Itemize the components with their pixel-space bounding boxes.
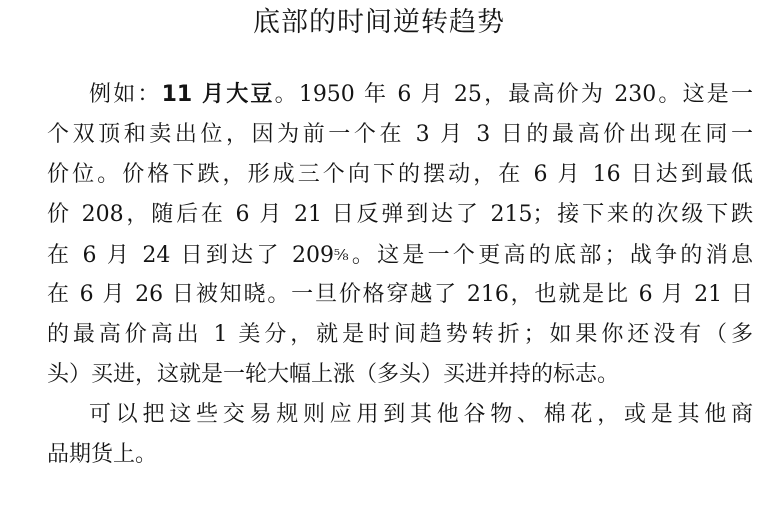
paragraph-line (47, 240, 753, 280)
body-text (47, 80, 753, 480)
paragraph-line: 价 208，随后在 6 月 21 日反弹到达了 215；接下来的次级下跌 (47, 202, 753, 227)
paragraph-soybean-example (47, 80, 753, 400)
paragraph-application (47, 400, 753, 480)
paragraph-line: 品期货上。 (47, 442, 158, 467)
paragraph-line: 个双顶和卖出位，因为前一个在 3 月 3 日的最高价出现在同一 (47, 122, 753, 147)
line-text: 。这是一个更高的底部；战争的消息 (348, 243, 753, 268)
paragraph-line: 在 6 月 26 日被知晓。一旦价格穿越了 216，也就是比 6 月 21 日 (47, 282, 753, 307)
example-lead: 例如： (89, 82, 162, 107)
paragraph-line (47, 80, 753, 120)
fraction-five-eighths: ⅝ (334, 246, 349, 264)
paragraph-line: 头）买进，这就是一轮大幅上涨（多头）买进并持的标志。 (47, 362, 620, 387)
paragraph-line: 价位。价格下跌，形成三个向下的摆动，在 6 月 16 日达到最低 (47, 162, 753, 187)
page-title: 底部的时间逆转趋势 (253, 7, 505, 38)
paragraph-line: 的最高价高出 1 美分，就是时间趋势转折；如果你还没有（多 (47, 322, 753, 347)
line-text: 在 6 月 24 日到达了 209 (47, 243, 334, 268)
example-text: 。1950 年 6 月 25，最高价为 230。这是一 (274, 82, 753, 107)
paragraph-line: 可以把这些交易规则应用到其他谷物、棉花，或是其他商 (89, 402, 753, 427)
example-commodity: 11 月大豆 (161, 82, 275, 107)
